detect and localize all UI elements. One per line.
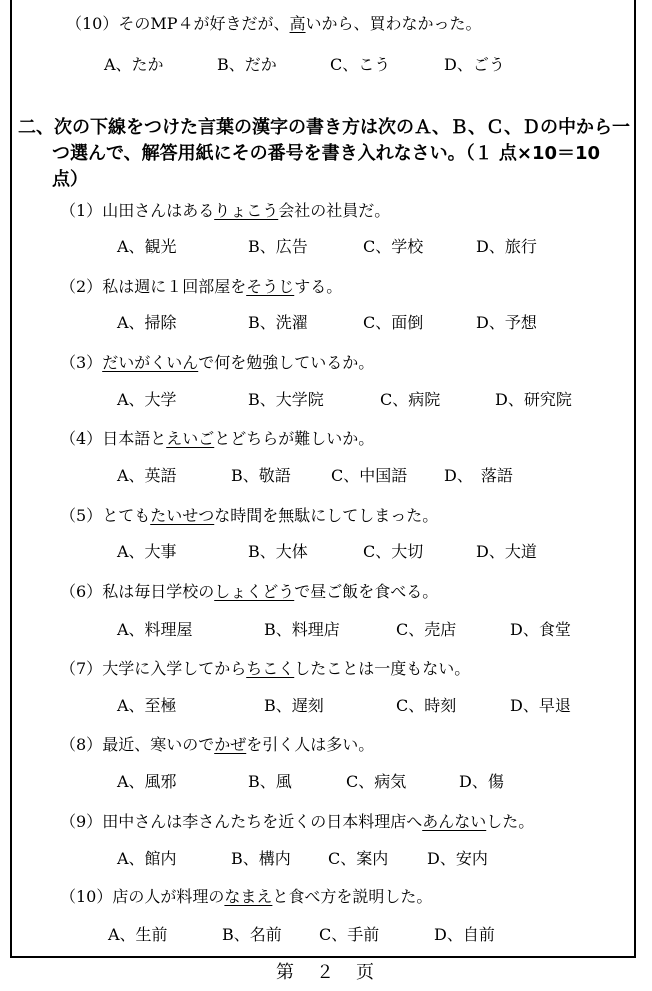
option-d: D、自前 <box>434 925 495 944</box>
option-a: A、英語 <box>117 466 177 485</box>
option-b: B、大体 <box>248 542 308 561</box>
underlined-word: そうじ <box>246 277 295 296</box>
question-text-before: 田中さんは李さんたちを近くの日本料理店へ <box>102 812 423 831</box>
question-1 <box>60 201 390 221</box>
underlined-word: りょこう <box>214 201 279 220</box>
option-c: C、中国語 <box>331 466 408 485</box>
option-a: A、観光 <box>117 237 177 256</box>
question-number: （6） <box>60 582 103 601</box>
question-text-after: いから、買わなかった。 <box>305 14 482 33</box>
option-c: C、面倒 <box>363 313 424 332</box>
option-b: B、名前 <box>222 925 282 944</box>
question-text-before: 日本語と <box>102 429 167 448</box>
option-b: B、洗濯 <box>248 313 308 332</box>
question-8 <box>60 735 374 755</box>
option-a: A、大事 <box>117 542 177 561</box>
option-a: A、至極 <box>117 696 177 715</box>
option-c: C、手前 <box>319 925 380 944</box>
section-title-line-1: 二、次の下線をつけた言葉の漢字の書き方は次のＡ、Ｂ、Ｃ、Ｄの中から一 <box>18 117 630 138</box>
option-b: B、だか <box>217 55 277 74</box>
option-c: C、案内 <box>328 849 389 868</box>
option-b: B、構内 <box>231 849 291 868</box>
question-text-after: とどちらが難しいか。 <box>214 429 375 448</box>
prev-question-10 <box>66 14 482 34</box>
question-text-after: と食べ方を説明した。 <box>272 887 433 906</box>
underlined-word: 高 <box>289 14 306 33</box>
option-c: C、病気 <box>346 772 407 791</box>
underlined-word: しょくどう <box>214 582 295 601</box>
page-number: 第 ２ 页 <box>276 962 376 983</box>
question-number: （1） <box>60 201 103 220</box>
option-c: C、病院 <box>380 390 441 409</box>
option-a: A、生前 <box>108 925 168 944</box>
question-text-after: で昼ご飯を食べる。 <box>294 582 439 601</box>
option-b: B、大学院 <box>248 390 324 409</box>
section-heading <box>18 115 630 193</box>
question-text-after: で何を勉強しているか。 <box>198 353 375 372</box>
section-title-line-3: 点） <box>52 169 88 190</box>
question-text-after: 会社の社員だ。 <box>278 201 391 220</box>
question-text-before: 最近、寒いので <box>102 735 215 754</box>
question-number: （8） <box>60 735 103 754</box>
option-a: A、たか <box>104 55 164 74</box>
question-text-after: を引く人は多い。 <box>246 735 375 754</box>
underlined-word: なまえ <box>224 887 273 906</box>
question-number: （7） <box>60 659 103 678</box>
question-text-before: とても <box>102 506 151 525</box>
section-title-line-2: つ選んで、解答用紙にその番号を書き入れなさい。（１ 点×10＝10 <box>52 143 601 164</box>
option-d: D、食堂 <box>510 620 571 639</box>
question-text-before: 大学に入学してから <box>102 659 247 678</box>
option-d: D、予想 <box>476 313 537 332</box>
option-c: C、売店 <box>396 620 457 639</box>
question-4 <box>60 429 374 449</box>
question-10 <box>60 887 432 907</box>
underlined-word: あんない <box>422 812 487 831</box>
option-d: D、大道 <box>476 542 537 561</box>
question-number: （10） <box>66 14 119 33</box>
option-d: D、 落語 <box>444 466 513 485</box>
question-text-before: 私は毎日学校の <box>102 582 215 601</box>
underlined-word: かぜ <box>214 735 247 754</box>
question-5 <box>60 506 438 526</box>
option-b: B、広告 <box>248 237 308 256</box>
question-number: （10） <box>60 887 113 906</box>
question-text-after: する。 <box>294 277 343 296</box>
question-text-before: 私は週に１回部屋を <box>102 277 247 296</box>
option-d: D、ごう <box>444 55 505 74</box>
question-number: （2） <box>60 277 103 296</box>
option-a: A、料理屋 <box>117 620 193 639</box>
option-d: D、早退 <box>510 696 571 715</box>
question-3 <box>60 353 374 373</box>
option-b: B、敬語 <box>231 466 291 485</box>
question-number: （3） <box>60 353 103 372</box>
option-b: B、遅刻 <box>264 696 324 715</box>
question-text-before: 店の人が料理の <box>112 887 225 906</box>
question-text-after: したことは一度もない。 <box>294 659 471 678</box>
option-c: C、学校 <box>363 237 424 256</box>
question-number: （4） <box>60 429 103 448</box>
option-b: B、風 <box>248 772 292 791</box>
question-9 <box>60 812 534 832</box>
option-d: D、安内 <box>427 849 488 868</box>
option-a: A、館内 <box>117 849 177 868</box>
question-7 <box>60 659 470 679</box>
option-a: A、風邪 <box>117 772 177 791</box>
question-text-before: そのMP４が好きだが、 <box>118 14 290 33</box>
underlined-word: えいご <box>166 429 215 448</box>
question-2 <box>60 277 342 297</box>
option-c: C、時刻 <box>396 696 457 715</box>
option-d: D、研究院 <box>495 390 572 409</box>
question-text-after: な時間を無駄にしてしまった。 <box>214 506 439 525</box>
question-text-after: した。 <box>486 812 535 831</box>
question-number: （9） <box>60 812 103 831</box>
underlined-word: たいせつ <box>150 506 215 525</box>
option-a: A、掃除 <box>117 313 177 332</box>
option-d: D、傷 <box>459 772 504 791</box>
option-c: C、大切 <box>363 542 424 561</box>
question-number: （5） <box>60 506 103 525</box>
option-c: C、こう <box>330 55 391 74</box>
option-b: B、料理店 <box>264 620 340 639</box>
underlined-word: だいがくいん <box>102 353 199 372</box>
option-d: D、旅行 <box>476 237 537 256</box>
option-a: A、大学 <box>117 390 177 409</box>
question-6 <box>60 582 438 602</box>
underlined-word: ちこく <box>246 659 295 678</box>
question-text-before: 山田さんはある <box>102 201 215 220</box>
